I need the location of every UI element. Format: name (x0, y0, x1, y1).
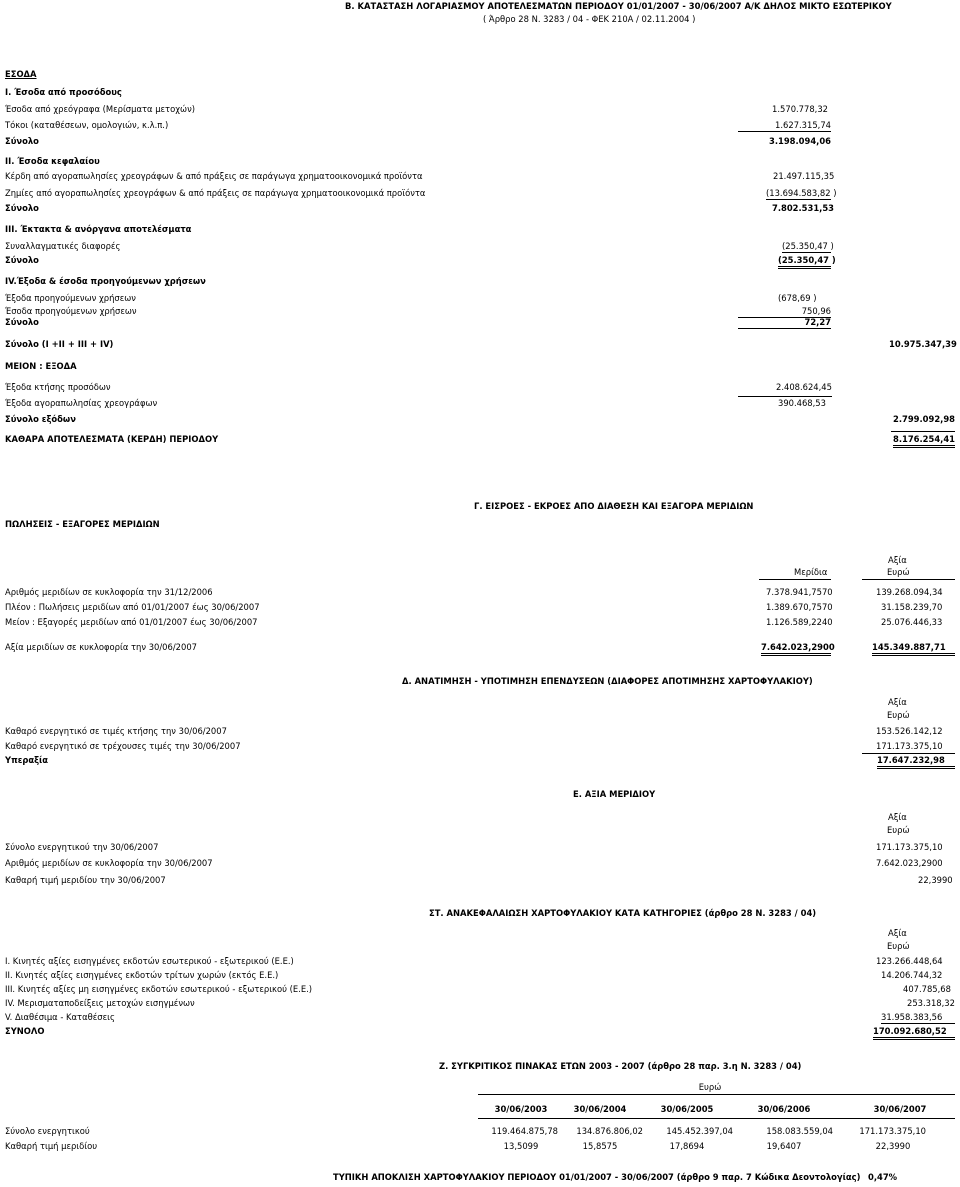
units-total-label: Αξία μεριδίων σε κυκλοφορία την 30/06/2007 (5, 642, 197, 652)
subtotal-label: Σύνολο (5, 255, 39, 265)
section-iv-title: ΙV.Έξοδα & έσοδα προηγούμενων χρήσεων (5, 276, 206, 286)
row-value: (25.350,47 ) (782, 241, 834, 251)
row-units: 1.389.670,7570 (766, 602, 833, 612)
row-value: 253.318,32 (907, 998, 955, 1008)
row-label: Μείον : Εξαγορές μεριδίων από 01/01/2007 έως 30/06/2007 (5, 617, 258, 627)
row-label: V. Διαθέσιμα - Καταθέσεις (5, 1012, 115, 1022)
row-value: 390.468,53 (778, 398, 826, 408)
row-label: Καθαρή τιμή μεριδίου την 30/06/2007 (5, 875, 166, 885)
net-result-value: 8.176.254,41 (893, 434, 955, 448)
row-value: 25.076.446,33 (881, 617, 943, 627)
row-label: ΙΙΙ. Κινητές αξίες μη εισηγμένες εκδοτών εσωτερικού - εξωτερικού (Ε.Ε.) (5, 984, 313, 994)
year-header: 30/06/2007 (873, 1104, 927, 1114)
row-value: (678,69 ) (778, 293, 817, 303)
row-value: 123.266.448,64 (876, 956, 943, 966)
comparison-value: 158.083.559,04 (766, 1126, 833, 1136)
section-d-heading: Δ. ΑΝΑΤΙΜΗΣΗ - ΥΠΟΤΙΜΗΣΗ ΕΠΕΝΔΥΣΕΩΝ (ΔΙΑΦΟΡΕΣ ΑΠΟΤΙΜΗΣΗΣ ΧΑΡΤΟΦΥΛΑΚΙΟΥ) (402, 676, 813, 686)
row-value: 21.497.115,35 (773, 171, 835, 181)
row-value: 31.958.383,56 (881, 1012, 955, 1024)
row-value: 14.206.744,32 (881, 970, 943, 980)
row-label: Καθαρό ενεργητικό σε τρέχουσες τιμές την 30/06/2007 (5, 741, 241, 751)
column-header: Ευρώ (887, 941, 910, 951)
column-header: Αξία (888, 555, 907, 565)
row-label: Συναλλαγματικές διαφορές (5, 241, 121, 251)
year-header: 30/06/2004 (573, 1104, 627, 1114)
year-header: 30/06/2005 (660, 1104, 714, 1114)
units-total-units: 7.642.023,2900 (761, 642, 831, 656)
row-value: (13.694.583,82 ) (766, 188, 837, 198)
subtotal-label: Σύνολο (5, 317, 39, 327)
row-label: Πλέον : Πωλήσεις μεριδίων από 01/01/2007 έως 30/06/2007 (5, 602, 260, 612)
grand-total-label: Σύνολο (Ι +ΙΙ + ΙΙΙ + ΙV) (5, 339, 114, 349)
surplus-label: Υπεραξία (5, 755, 49, 765)
subtotal-label: Σύνολο (5, 136, 39, 146)
comparison-value: 15,8575 (582, 1141, 618, 1151)
divider (478, 1094, 955, 1095)
currency-label: Ευρώ (698, 1082, 722, 1092)
subtotal-value: 7.802.531,53 (772, 203, 834, 213)
section-g-subheading: ΠΩΛΗΣΕΙΣ - ΕΞΑΓΟΡΕΣ ΜΕΡΙΔΙΩΝ (5, 519, 160, 529)
section-z-heading: Ζ. ΣΥΓΚΡΙΤΙΚΟΣ ΠΙΝΑΚΑΣ ΕΤΩΝ 2003 - 2007 (άρθρο 28 παρ. 3.η Ν. 3283 / 04) (439, 1061, 802, 1071)
row-label: Σύνολο ενεργητικού την 30/06/2007 (5, 842, 159, 852)
row-label: Έξοδα αγοραπωλησίας χρεογράφων (5, 398, 158, 408)
subtotal-value: 3.198.094,06 (769, 136, 831, 146)
row-label: Έξοδα κτήσης προσόδων (5, 382, 111, 392)
divider (862, 579, 955, 580)
row-label: Σύνολο ενεργητικού (5, 1126, 90, 1136)
subtotal-label: Σύνολο (5, 203, 39, 213)
expenses-total-value: 2.799.092,98 (893, 414, 955, 424)
row-value: 407.785,68 (903, 984, 951, 994)
row-value: 139.268.094,34 (876, 587, 943, 597)
row-label: Ζημίες από αγοραπωλησίες χρεογράφων & από πράξεις σε παράγωγα χρηματοοικονομικά προϊόντα (5, 188, 426, 198)
column-header: Αξία (888, 697, 907, 707)
comparison-value: 134.876.806,02 (576, 1126, 643, 1136)
expenses-total-label: Σύνολο εξόδων (5, 414, 76, 424)
section-g-heading: Γ. ΕΙΣΡΟΕΣ - ΕΚΡΟΕΣ ΑΠΟ ΔΙΑΘΕΣΗ ΚΑΙ ΕΞΑΓΟΡΑ ΜΕΡΙΔΙΩΝ (474, 501, 754, 511)
std-deviation-value: 0,47% (868, 1172, 898, 1182)
comparison-value: 171.173.375,10 (859, 1126, 926, 1136)
section-iii-title: ΙΙΙ. Έκτακτα & ανόργανα αποτελέσματα (5, 224, 192, 234)
row-value: 750,96 (738, 306, 831, 318)
comparison-value: 119.464.875,78 (491, 1126, 558, 1136)
row-label: Έξοδα προηγούμενων χρήσεων (5, 293, 136, 303)
row-value: 1.627.315,74 (738, 120, 831, 132)
column-header: Ευρώ (887, 710, 910, 720)
row-value: 171.173.375,10 (876, 741, 943, 751)
row-label: ΙV. Μερισματαποδείξεις μετοχών εισηγμένων (5, 998, 195, 1008)
row-value: 31.158.239,70 (881, 602, 943, 612)
row-value: 153.526.142,12 (876, 726, 943, 736)
row-label: Καθαρή τιμή μεριδίου (5, 1141, 98, 1151)
surplus-value: 17.647.232,98 (877, 755, 955, 769)
comparison-value: 22,3990 (875, 1141, 911, 1151)
expenses-heading: ΜΕΙΟΝ : ΕΞΟΔΑ (5, 361, 77, 371)
portfolio-total-value: 170.092.680,52 (873, 1026, 955, 1040)
section-i-title: Ι. Έσοδα από προσόδους (5, 87, 122, 97)
std-deviation-label: ΤΥΠΙΚΗ ΑΠΟΚΛΙΣΗ ΧΑΡΤΟΦΥΛΑΚΙΟΥ ΠΕΡΙΟΔΟΥ 01/01/2007 - 30/06/2007 (άρθρο 9 παρ. 7 Κώδικα Δεοντολογίας) (333, 1172, 861, 1182)
row-value: 7.642.023,2900 (876, 858, 943, 868)
row-label: Αριθμός μεριδίων σε κυκλοφορία την 30/06/2007 (5, 858, 213, 868)
row-value: 22,3990 (918, 875, 953, 885)
column-header: Αξία (888, 812, 907, 822)
row-label: Έσοδα από χρεόγραφα (Μερίσματα μετοχών) (5, 104, 196, 114)
comparison-value: 13,5099 (503, 1141, 539, 1151)
row-value: 1.570.778,32 (772, 104, 828, 114)
column-header: Μερίδια (794, 567, 828, 577)
row-units: 1.126.589,2240 (766, 617, 833, 627)
comparison-value: 145.452.397,04 (666, 1126, 733, 1136)
row-label: Έσοδα προηγούμενων χρήσεων (5, 306, 137, 316)
row-label: Τόκοι (καταθέσεων, ομολογιών, κ.λ.π.) (5, 120, 169, 130)
comparison-value: 19,6407 (766, 1141, 802, 1151)
document-title: Β. ΚΑΤΑΣΤΑΣΗ ΛΟΓΑΡΙΑΣΜΟΥ ΑΠΟΤΕΛΕΣΜΑΤΩΝ ΠΕΡΙΟΔΟΥ 01/01/2007 - 30/06/2007 Α/Κ ΔΗΛΟΣ ΜΙΚΤΟ ΕΣΩΤΕΡΙΚΟΥ (345, 1, 892, 11)
income-heading: ΕΣΟΔΑ (5, 69, 37, 79)
year-header: 30/06/2006 (757, 1104, 811, 1114)
divider (759, 579, 831, 580)
divider (891, 431, 955, 432)
row-label: Καθαρό ενεργητικό σε τιμές κτήσης την 30/06/2007 (5, 726, 227, 736)
column-header: Ευρώ (887, 567, 910, 577)
year-header: 30/06/2003 (494, 1104, 548, 1114)
row-label: Κέρδη από αγοραπωλησίες χρεογράφων & από πράξεις σε παράγωγα χρηματοοικονομικά προϊόντα (5, 171, 423, 181)
row-label: Ι. Κινητές αξίες εισηγμένες εκδοτών εσωτερικού - εξωτερικού (Ε.Ε.) (5, 956, 294, 966)
grand-total-value: 10.975.347,39 (889, 339, 957, 349)
row-value: 2.408.624,45 (776, 382, 832, 392)
subtotal-value: 72,27 (738, 317, 831, 329)
units-total-value: 145.349.887,71 (872, 642, 955, 656)
divider (862, 753, 955, 754)
row-value: 171.173.375,10 (876, 842, 943, 852)
subtotal-value: (25.350,47 ) (778, 255, 831, 269)
comparison-value: 17,8694 (669, 1141, 705, 1151)
section-ii-title: ΙΙ. Έσοδα κεφαλαίου (5, 156, 100, 166)
section-st-heading: ΣΤ. ΑΝΑΚΕΦΑΛΑΙΩΣΗ ΧΑΡΤΟΦΥΛΑΚΙΟΥ ΚΑΤΑ ΚΑΤΗΓΟΡΙΕΣ (άρθρο 28 Ν. 3283 / 04) (429, 908, 817, 918)
column-header: Αξία (888, 928, 907, 938)
portfolio-total-label: ΣΥΝΟΛΟ (5, 1026, 45, 1036)
document-subtitle: ( Άρθρο 28 Ν. 3283 / 04 - ΦΕΚ 210Α / 02.11.2004 ) (483, 14, 696, 24)
net-result-label: ΚΑΘΑΡΑ ΑΠΟΤΕΛΕΣΜΑΤΑ (ΚΕΡΔΗ) ΠΕΡΙΟΔΟΥ (5, 434, 219, 444)
row-label: Αριθμός μεριδίων σε κυκλοφορία την 31/12/2006 (5, 587, 213, 597)
divider (738, 396, 832, 397)
divider (478, 1118, 955, 1119)
column-header: Ευρώ (887, 825, 910, 835)
section-e-heading: Ε. ΑΞΙΑ ΜΕΡΙΔΙΟΥ (573, 789, 656, 799)
row-units: 7.378.941,7570 (766, 587, 833, 597)
row-label: ΙΙ. Κινητές αξίες εισηγμένες εκδοτών τρίτων χωρών (εκτός Ε.Ε.) (5, 970, 279, 980)
